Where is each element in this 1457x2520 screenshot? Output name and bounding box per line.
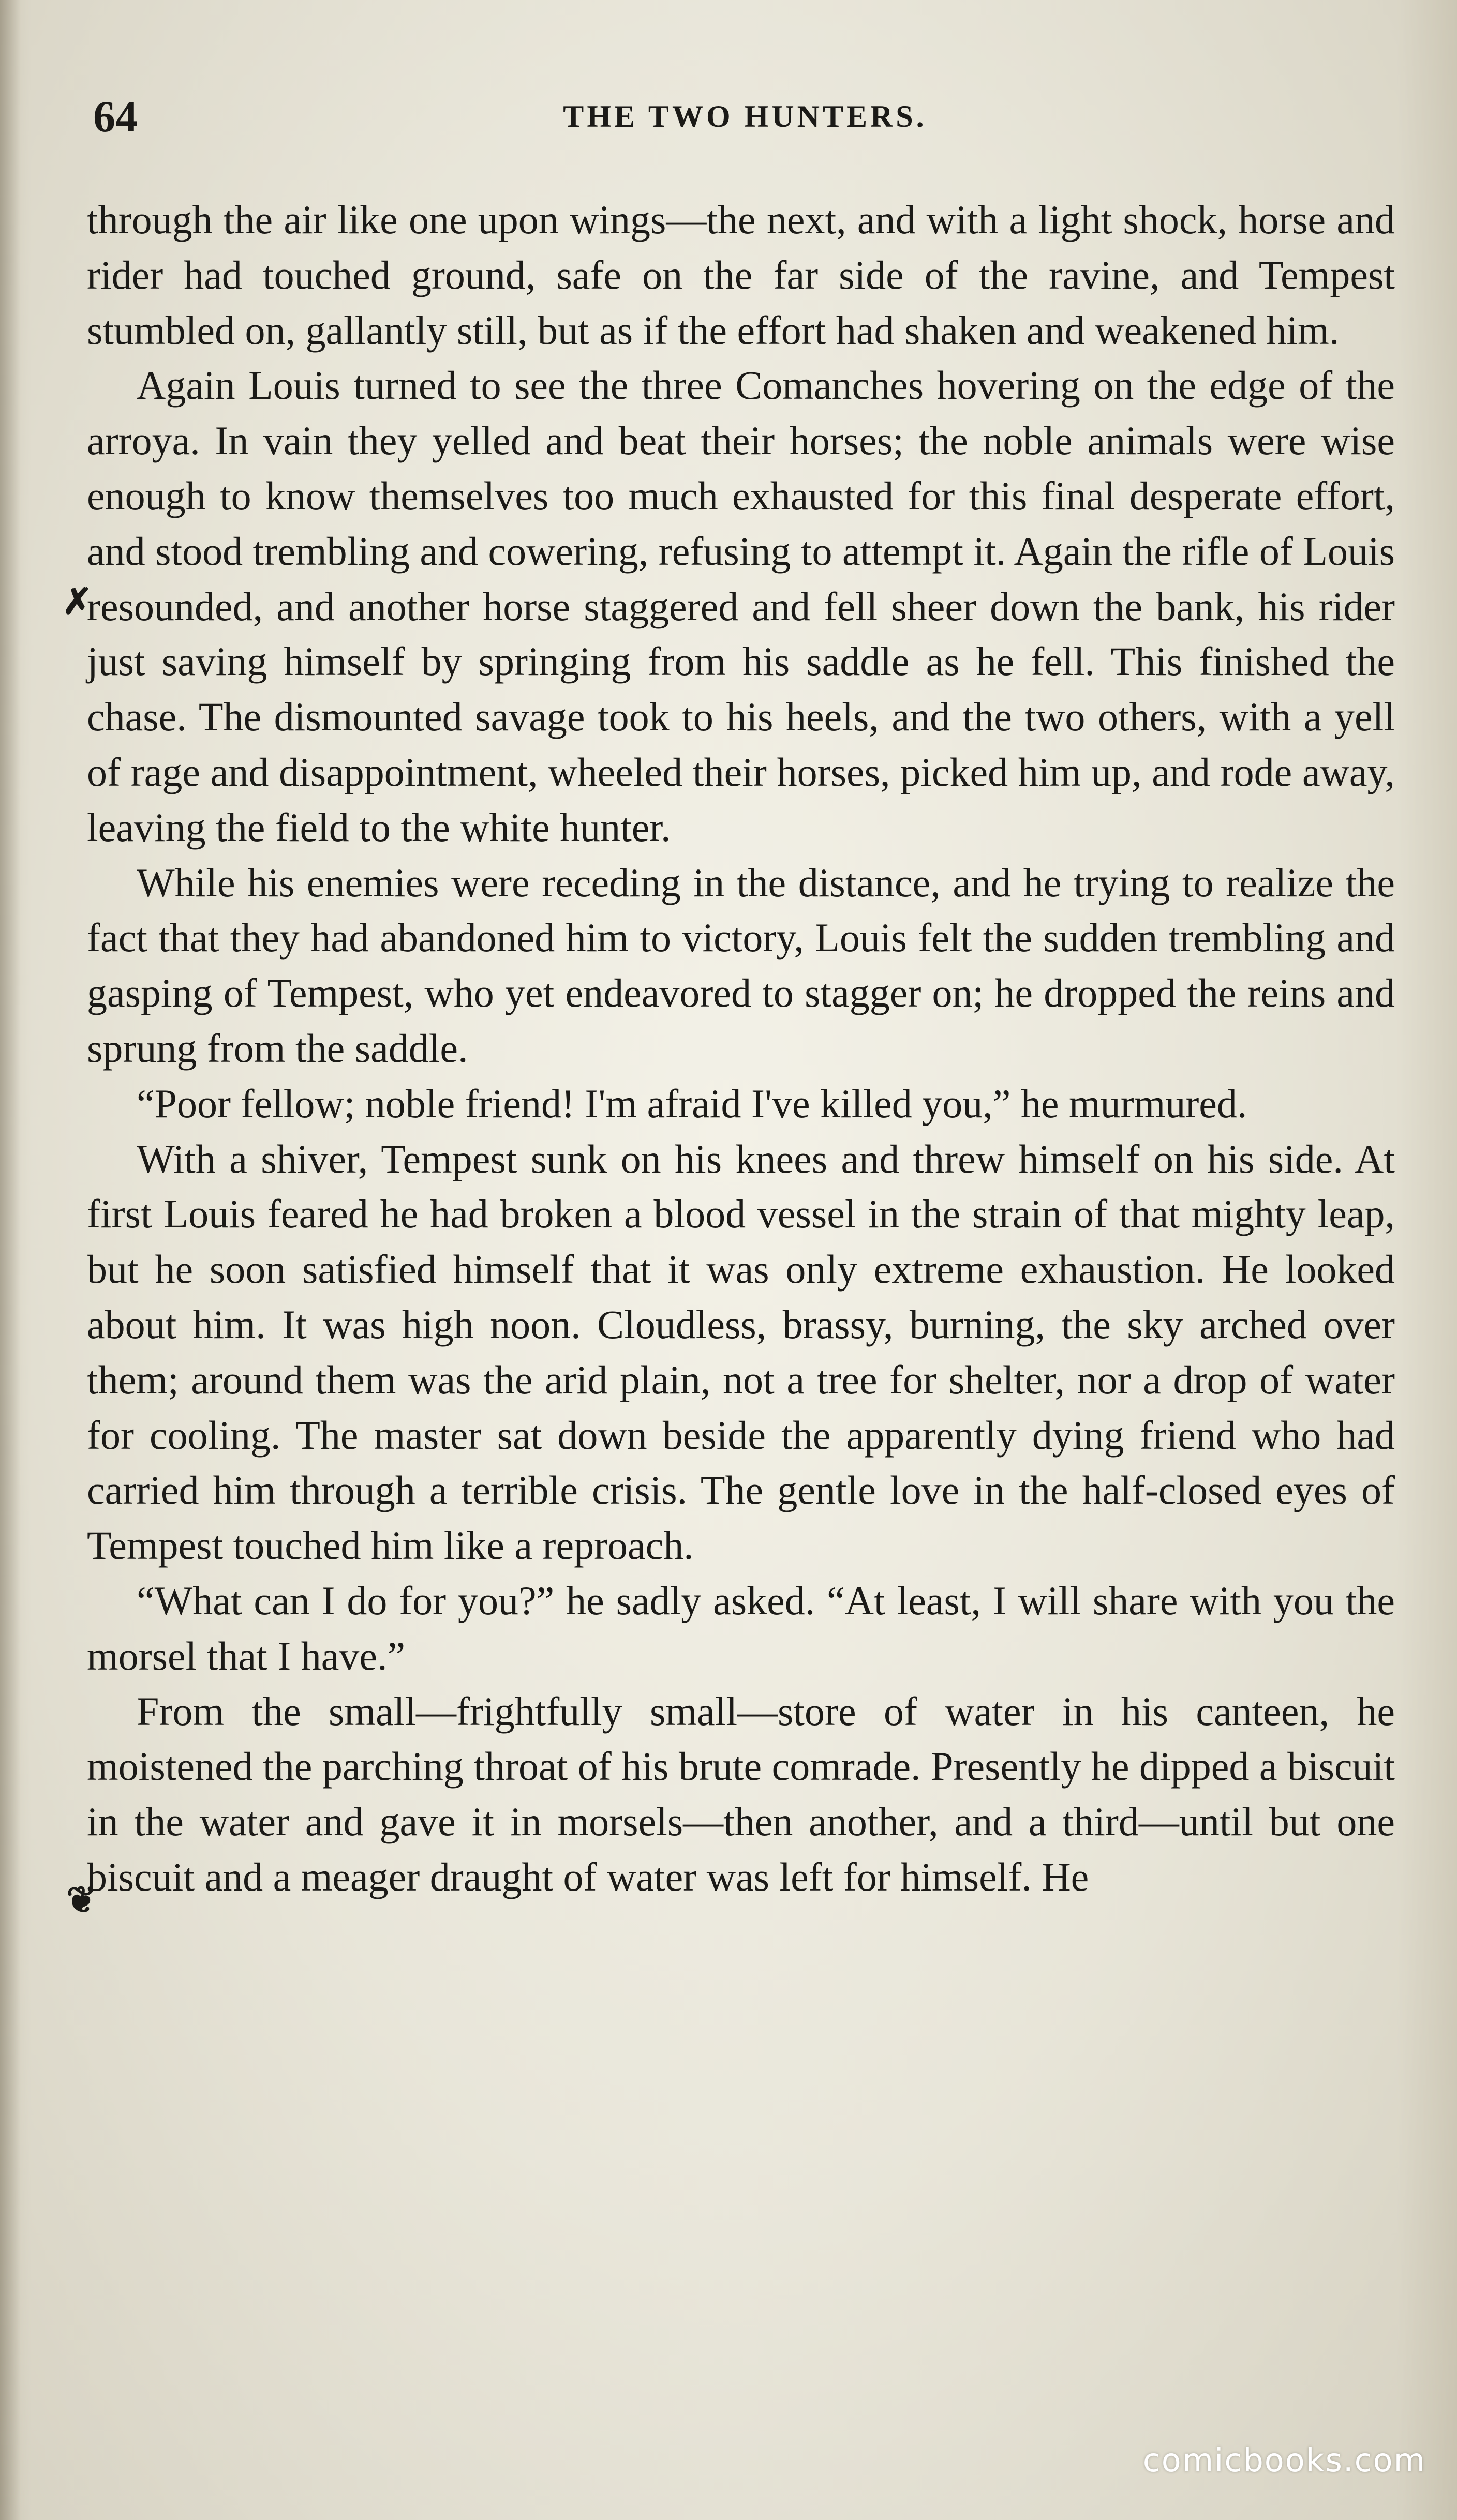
running-head: THE TWO HUNTERS. — [563, 99, 927, 133]
body-text — [87, 192, 1395, 1905]
page-header — [93, 88, 1397, 145]
paragraph: With a shiver, Tempest sunk on his knees and threw himself on his side. At first Louis feared he had broken a blood vessel in the strain of that mighty leap, but he soon satisfied himself that it was only extreme exhaustion. He looked about him. It was high noon. Cloudless, brassy, burning, the sky arched over them; around them was the arid plain, not a tree for shelter, nor a drop of water for cooling. The master sat down beside the apparently dying friend who had carried him through a terrible crisis. The gentle love in the half-closed eyes of Tempest touched him like a reproach. — [87, 1136, 1395, 1568]
paragraph: “What can I do for you?” he sadly asked. “At least, I will share with you the morsel that I have.” — [87, 1578, 1395, 1678]
watermark: comicbooks.com — [1142, 2441, 1426, 2479]
page-number: 64 — [93, 92, 138, 141]
paragraph: From the small—frightfully small—store of water in his canteen, he moistened the parching throat of his brute comrade. Presently he dipped a biscuit in the water and gave it in morsels—then another, and a third—until but one biscuit and a meager draught of water was left for himself. He — [87, 1688, 1395, 1899]
paragraph: “Poor fellow; noble friend! I'm afraid I've killed you,” he murmured. — [137, 1081, 1247, 1126]
margin-mark-1: ✗ — [62, 582, 93, 622]
paragraph: While his enemies were receding in the distance, and he trying to realize the fact that they had abandoned him to victory, Louis felt the sudden trembling and gasping of Tempest, who yet endeavored to stagger on; he dropped the reins and sprung from the saddle. — [87, 860, 1395, 1071]
paragraph: Again Louis turned to see the three Comanches hovering on the edge of the arroya. In vain they yelled and beat their horses; the noble animals were wise enough to know themselves too much exhausted for this final desperate effort, and stood trembling and cowering, refusing to attempt it. Again the rifle of Louis resounded, and another horse staggered and fell sheer down the bank, his rider just saving himself by springing from his saddle as he fell. This finished the chase. The dismounted savage took to his heels, and the two others, with a yell of rage and disappointment, wheeled their horses, picked him up, and rode away, leaving the field to the white hunter. — [87, 363, 1395, 850]
paragraph: through the air like one upon wings—the next, and with a light shock, horse and rider had touched ground, safe on the far side of the ravine, and Tempest stumbled on, gallantly still, but as if the effort had shaken and weakened him. — [87, 197, 1395, 353]
margin-mark-2: ❦ — [66, 1881, 97, 1921]
spine-shadow — [0, 0, 21, 2520]
